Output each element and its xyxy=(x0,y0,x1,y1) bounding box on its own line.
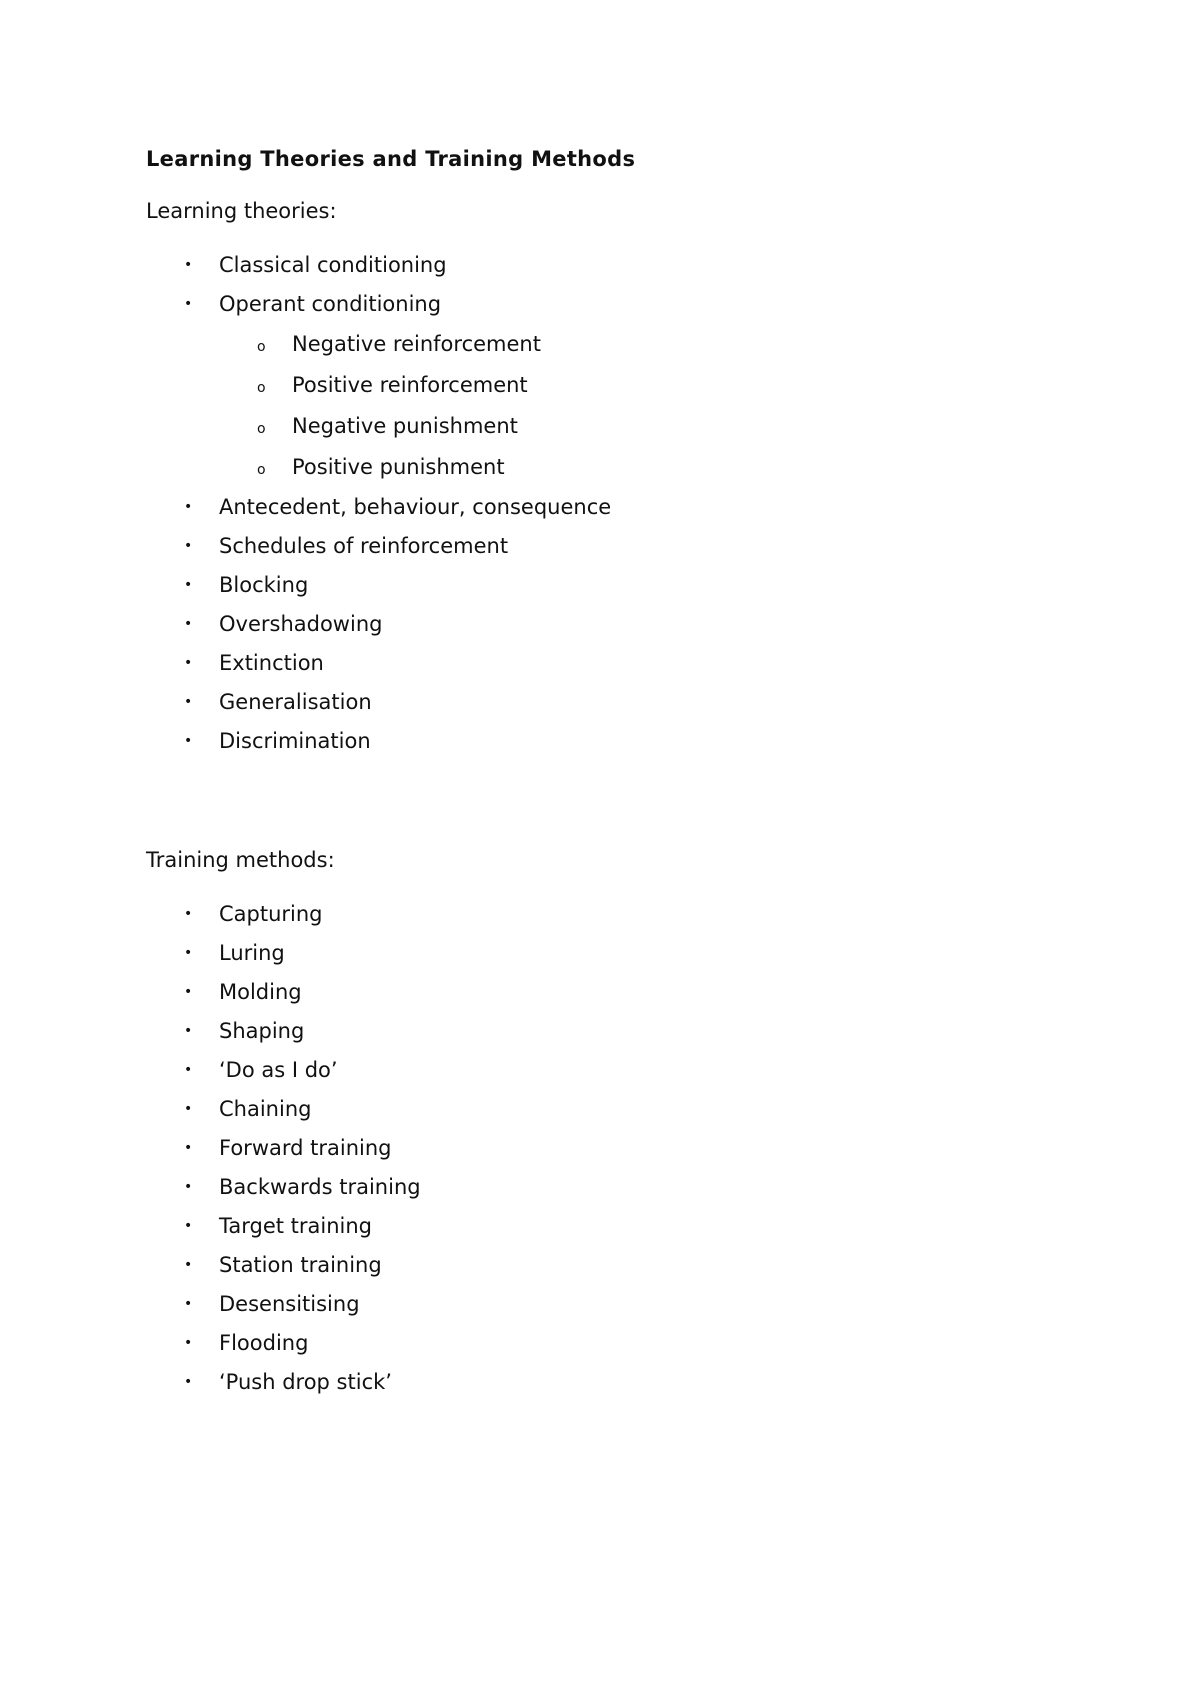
list-item-text: Overshadowing xyxy=(219,612,383,636)
list-item-text: Molding xyxy=(219,980,302,1004)
document-content xyxy=(146,144,1046,1402)
list-item-text: Capturing xyxy=(219,902,323,926)
bullet-icon: • xyxy=(184,577,193,593)
list-item-text: Flooding xyxy=(219,1331,309,1355)
list-item-text: Extinction xyxy=(219,651,324,675)
list-item xyxy=(146,895,1046,934)
list-item-text: Classical conditioning xyxy=(219,253,447,277)
list-item-text: Antecedent, behaviour, consequence xyxy=(219,495,612,519)
list-item-text: ‘Push drop stick’ xyxy=(219,1370,392,1394)
bullet-icon: • xyxy=(184,1296,193,1312)
list-item xyxy=(146,285,1046,488)
list-item-text: Operant conditioning xyxy=(219,292,442,316)
list-item-text: Backwards training xyxy=(219,1175,421,1199)
bullet-icon: • xyxy=(184,945,193,961)
list-item-text: Chaining xyxy=(219,1097,312,1121)
list-item xyxy=(146,1051,1046,1090)
list-item-text: Shaping xyxy=(219,1019,305,1043)
sub-bullet-icon: o xyxy=(257,462,266,478)
list-item xyxy=(146,1324,1046,1363)
page-title: Learning Theories and Training Methods xyxy=(146,147,636,171)
bullet-icon: • xyxy=(184,257,193,273)
bullet-icon: • xyxy=(184,1023,193,1039)
list-item xyxy=(146,1207,1046,1246)
list-item xyxy=(146,1246,1046,1285)
list-item xyxy=(146,683,1046,722)
list-item xyxy=(146,644,1046,683)
list-item xyxy=(146,1012,1046,1051)
list-item-text: ‘Do as I do’ xyxy=(219,1058,338,1082)
list-item-text: Station training xyxy=(219,1253,382,1277)
sub-list-item xyxy=(219,447,1046,488)
sub-list-item xyxy=(219,324,1046,365)
list-item-text: Schedules of reinforcement xyxy=(219,534,509,558)
list-item-text: Generalisation xyxy=(219,690,372,714)
bullet-icon: • xyxy=(184,1179,193,1195)
training-methods-list xyxy=(146,895,1046,1402)
list-item xyxy=(146,566,1046,605)
bullet-icon: • xyxy=(184,616,193,632)
list-item xyxy=(146,934,1046,973)
sub-bullet-icon: o xyxy=(257,339,266,355)
learning-theories-list xyxy=(146,246,1046,761)
bullet-icon: • xyxy=(184,655,193,671)
list-item xyxy=(146,1168,1046,1207)
list-item xyxy=(146,1129,1046,1168)
list-item xyxy=(146,722,1046,761)
sub-list-item xyxy=(219,406,1046,447)
list-item xyxy=(146,605,1046,644)
learning-theories-label: Learning theories: xyxy=(146,199,337,223)
list-item xyxy=(146,488,1046,527)
list-item-text: Target training xyxy=(219,1214,372,1238)
list-item xyxy=(146,973,1046,1012)
list-item-text: Forward training xyxy=(219,1136,392,1160)
sub-list-item xyxy=(219,365,1046,406)
bullet-icon: • xyxy=(184,1101,193,1117)
sub-bullet-icon: o xyxy=(257,380,266,396)
bullet-icon: • xyxy=(184,1218,193,1234)
bullet-icon: • xyxy=(184,906,193,922)
bullet-icon: • xyxy=(184,1140,193,1156)
sub-list-item-text: Positive punishment xyxy=(292,455,505,479)
operant-conditioning-sublist xyxy=(219,324,1046,488)
sub-list-item-text: Negative reinforcement xyxy=(292,332,541,356)
sub-list-item-text: Positive reinforcement xyxy=(292,373,528,397)
list-item xyxy=(146,1285,1046,1324)
list-item-text: Luring xyxy=(219,941,285,965)
sub-bullet-icon: o xyxy=(257,421,266,437)
bullet-icon: • xyxy=(184,694,193,710)
training-methods-label: Training methods: xyxy=(146,848,335,872)
list-item xyxy=(146,1363,1046,1402)
bullet-icon: • xyxy=(184,1257,193,1273)
list-item-text: Desensitising xyxy=(219,1292,360,1316)
bullet-icon: • xyxy=(184,538,193,554)
bullet-icon: • xyxy=(184,1335,193,1351)
list-item-text: Discrimination xyxy=(219,729,371,753)
bullet-icon: • xyxy=(184,499,193,515)
bullet-icon: • xyxy=(184,733,193,749)
bullet-icon: • xyxy=(184,984,193,1000)
bullet-icon: • xyxy=(184,1062,193,1078)
list-item-text: Blocking xyxy=(219,573,309,597)
sub-list-item-text: Negative punishment xyxy=(292,414,518,438)
list-item xyxy=(146,246,1046,285)
bullet-icon: • xyxy=(184,1374,193,1390)
bullet-icon: • xyxy=(184,296,193,312)
list-item xyxy=(146,527,1046,566)
list-item xyxy=(146,1090,1046,1129)
